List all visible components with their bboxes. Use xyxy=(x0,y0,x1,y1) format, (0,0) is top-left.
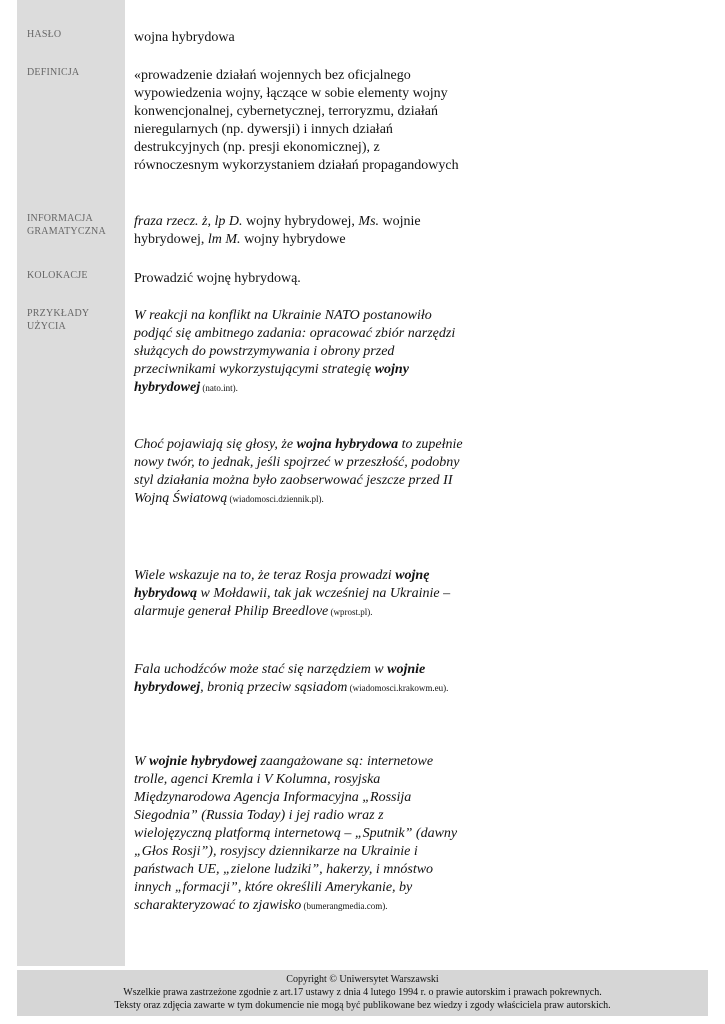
grammar-part: Ms. xyxy=(358,214,380,229)
usage-example xyxy=(134,436,464,508)
example-source: (wiadomosci.krakowm.eu) xyxy=(347,683,447,693)
label-line: GRAMATYCZNA xyxy=(27,226,106,237)
example-end: . xyxy=(321,494,324,504)
grammar-part: fraza rzecz. ż, lp D. xyxy=(134,214,243,229)
usage-example xyxy=(134,661,464,697)
footer-notice: Teksty oraz zdjęcia zawarte w tym dokumencie nie mogą być publikowane bez wiedzy i zgody właściciela praw autorskich. xyxy=(114,1000,611,1011)
example-text: zaangażowane są: internetowe trolle, agenci Kremla i V Kolumna, rosyjska Międzynarodowa Agencja Informacyjna „Rossija Siegodnia” (Russia Today) i jej radio wraz z wielojęzyczną platformą internetową – „Sputnik” (dawny „Głos Rosji”), rosyjscy dziennikarze na Ukrainie i państwach UE, „zielone ludziki”, hakerzy, i mnóstwo innych „formacji”, które określili Amerykanie, by scharakteryzować to zjawisko xyxy=(134,754,458,913)
footer-copyright: Copyright © Uniwersytet Warszawski xyxy=(286,974,439,985)
example-headword: wojnie hybrydowej xyxy=(134,662,426,695)
usage-example xyxy=(134,567,464,621)
entry-headword: wojna hybrydowa xyxy=(134,30,235,45)
label-kolokacje: KOLOKACJE xyxy=(27,270,88,281)
example-end: . xyxy=(370,607,373,617)
usage-example xyxy=(134,753,464,915)
example-text: Fala uchodźców może stać się narzędziem w xyxy=(134,662,388,677)
grammar-part: wojnie hybrydowej, xyxy=(134,214,421,247)
example-text: W reakcji na konflikt na Ukrainie NATO postanowiło podjąć się ambitnego zadania: opracować zbiór narzędzi służących do powstrzymywania i obrony przed przeciwnikami wykorzystującymi strategię xyxy=(134,308,456,377)
grammar-part: lm M. xyxy=(207,232,241,247)
example-source: (nato.int) xyxy=(200,383,236,393)
entry-definition: «prowadzenie działań wojennych bez oficjalnego wypowiedzenia wojny, łączące w sobie elementy wojny konwencjonalnej, cybernetycznej, terroryzmu, działań nieregularnych (np. dywersji) i innych działań destrukcyjnych (np. presji ekonomicznej), z równoczesnym wykorzystaniem działań propagandowych xyxy=(134,68,459,173)
label-definicja: DEFINICJA xyxy=(27,67,80,78)
example-headword: wojnę hybrydową xyxy=(134,568,430,601)
grammar-part: wojny hybrydowe xyxy=(240,232,346,247)
example-headword: wojna hybrydowa xyxy=(296,437,399,452)
entry-collocation: Prowadzić wojnę hybrydową. xyxy=(134,271,301,286)
label-informacja-gramatyczna xyxy=(27,212,106,238)
example-text: w Mołdawii, tak jak wcześniej na Ukrainie – alarmuje generał Philip Breedlove xyxy=(134,586,451,619)
copyright-footer xyxy=(17,970,708,1016)
sidebar-labels-column xyxy=(17,0,125,966)
example-end: . xyxy=(446,683,449,693)
usage-example xyxy=(134,307,464,397)
example-source: (bumerangmedia.com) xyxy=(301,901,386,911)
example-end: . xyxy=(385,901,388,911)
label-przyklady-uzycia xyxy=(27,307,89,333)
example-source: (wprost.pl) xyxy=(328,607,371,617)
entry-grammar xyxy=(134,213,464,249)
example-text: , bronią przeciw sąsiadom xyxy=(200,680,348,695)
example-headword: wojnie hybrydowej xyxy=(149,754,257,769)
example-source: (wiadomosci.dziennik.pl) xyxy=(227,494,322,504)
example-text: W xyxy=(134,754,150,769)
grammar-part: wojny hybrydowej, xyxy=(242,214,359,229)
label-line: UŻYCIA xyxy=(27,321,66,332)
example-end: . xyxy=(235,383,238,393)
label-line: PRZYKŁADY xyxy=(27,308,90,319)
example-headword: wojny hybrydowej xyxy=(134,362,409,395)
label-haslo: HASŁO xyxy=(27,29,62,40)
example-text: Choć pojawiają się głosy, że xyxy=(134,437,297,452)
example-text: to zupełnie nowy twór, to jednak, jeśli spojrzeć w przeszłość, podobny styl działania można było zaobserwować jeszcze przed II Wojną Światową xyxy=(134,437,463,506)
label-line: INFORMACJA xyxy=(27,213,93,224)
example-text: Wiele wskazuje na to, że teraz Rosja prowadzi xyxy=(134,568,396,583)
footer-rights: Wszelkie prawa zastrzeżone zgodnie z art.17 ustawy z dnia 4 lutego 1994 r. o prawie autorskim i prawach pokrewnych. xyxy=(123,987,602,998)
